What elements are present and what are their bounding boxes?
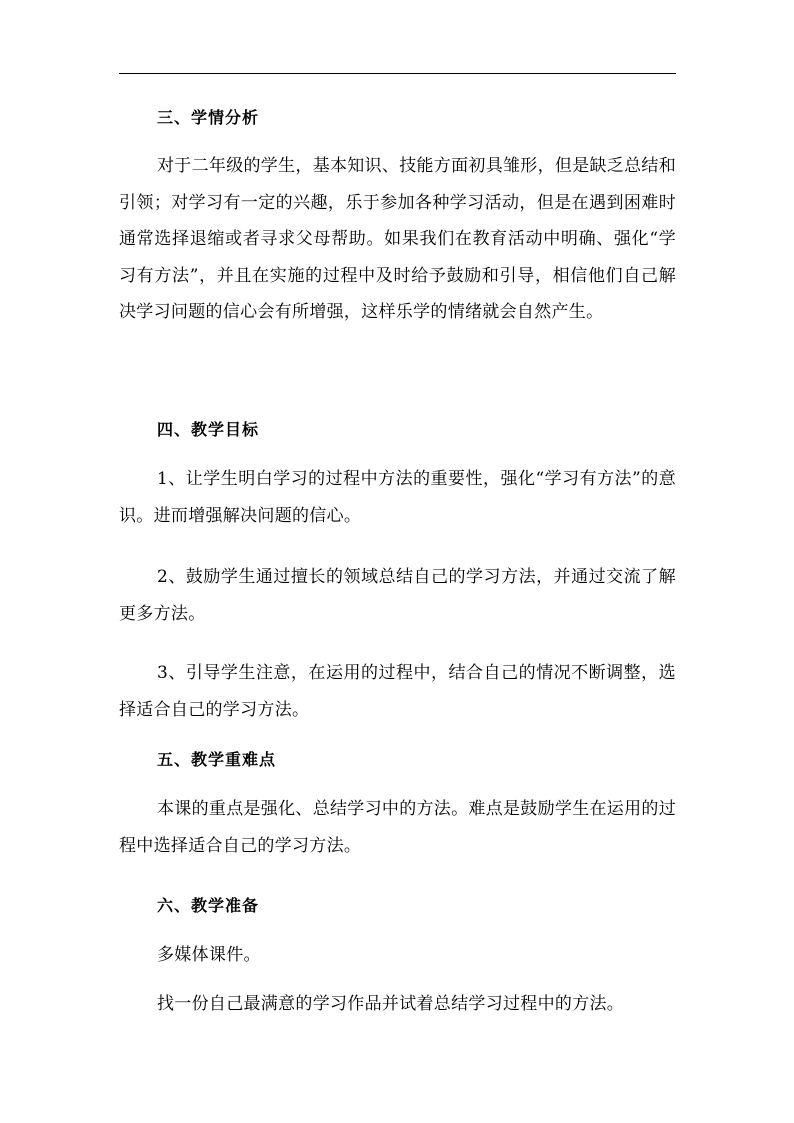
section-heading-preparation: 六、教学准备 [157, 896, 260, 915]
header-rule [119, 73, 676, 74]
goal-item-3: 3、引导学生注意，在运用的过程中，结合自己的情况不断调整，选择适合自己的学习方法。 [119, 663, 676, 720]
goal-item-2: 2、鼓励学生通过擅长的领域总结自己的学习方法，并通过交流了解更多方法。 [119, 567, 676, 624]
section-heading-key-points: 五、教学重难点 [157, 750, 277, 769]
paragraph-key-points: 本课的重点是强化、总结学习中的方法。难点是鼓励学生在运用的过程中选择适合自己的学习方法。 [119, 799, 676, 856]
section-heading-teaching-goals: 四、教学目标 [157, 420, 260, 439]
section-heading-learner-analysis: 三、学情分析 [157, 108, 260, 127]
goal-item-1: 1、让学生明白学习的过程中方法的重要性，强化“学习有方法”的意识。进而增强解决问题的信心。 [119, 469, 676, 526]
paragraph-preparation-2: 找一份自己最满意的学习作品并试着总结学习过程中的方法。 [157, 994, 625, 1014]
paragraph-learner-analysis: 对于二年级的学生，基本知识、技能方面初具雏形，但是缺乏总结和引领；对学习有一定的兴趣，乐于参加各种学习活动，但是在遇到困难时通常选择退缩或者寻求父母帮助。如果我们在教育活动中明确、强化“学习有方法”，并且在实施的过程中及时给予鼓励和引导，相信他们自己解决学习问题的信心会有所增强，这样乐学的情绪就会自然产生。 [119, 156, 676, 322]
paragraph-preparation-1: 多媒体课件。 [157, 945, 261, 965]
